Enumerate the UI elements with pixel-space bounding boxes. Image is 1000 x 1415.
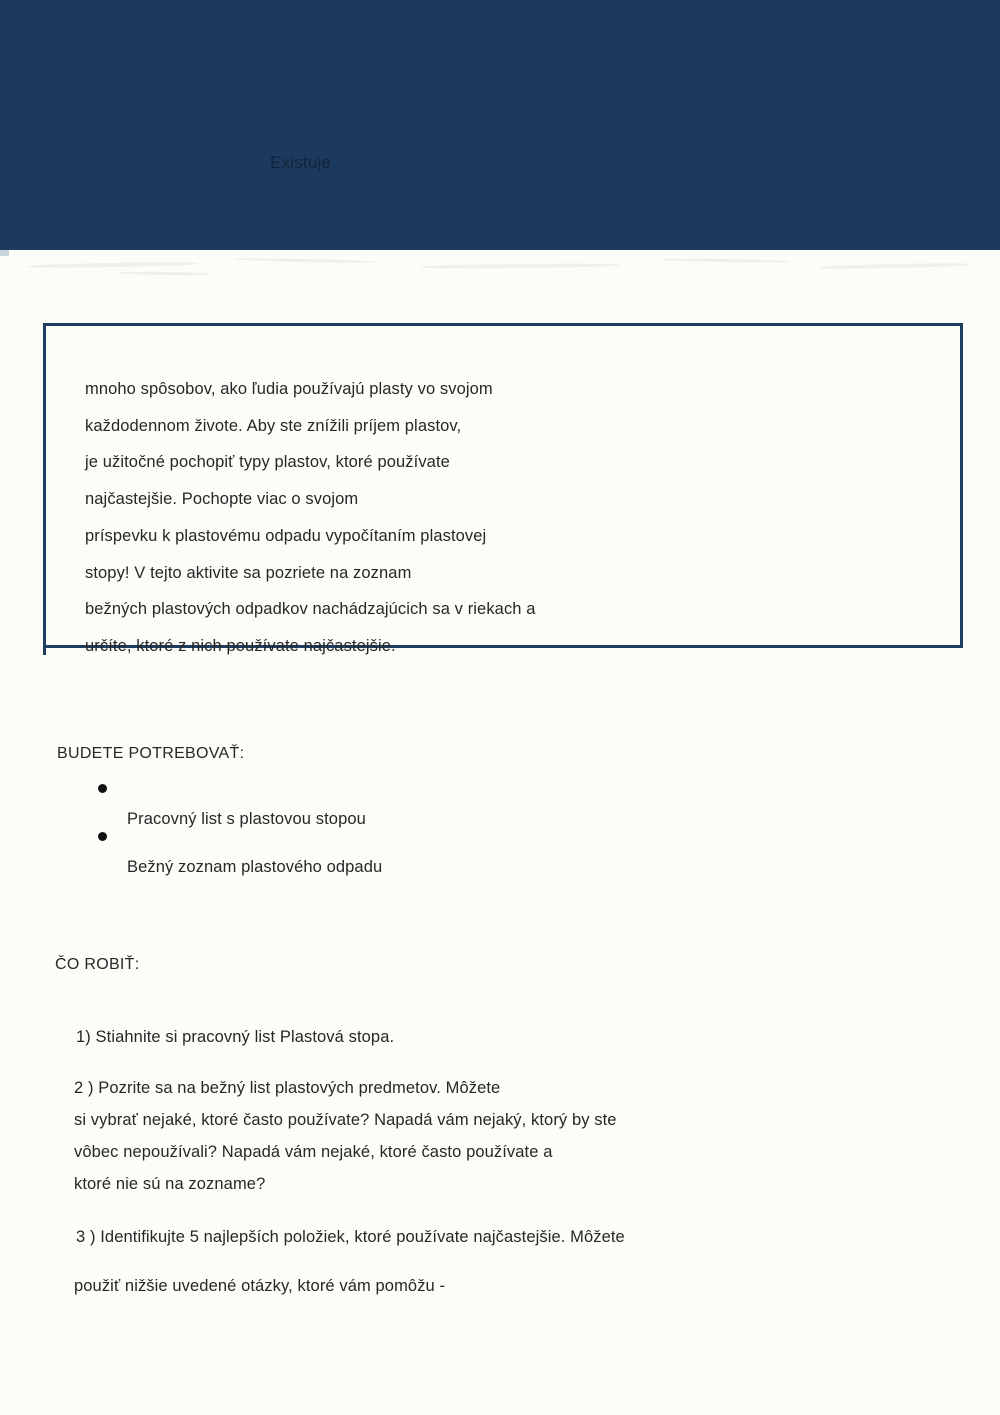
instructions-heading: ČO ROBIŤ: xyxy=(55,956,140,973)
intro-line: najčastejšie. Pochopte viac o svojom xyxy=(85,490,359,509)
intro-line: je užitočné pochopiť typy plastov, ktoré používate xyxy=(85,453,450,472)
instruction-step-2 xyxy=(74,1072,934,1200)
materials-item: Pracovný list s plastovou stopou xyxy=(127,810,366,828)
materials-item: Bežný zoznam plastového odpadu xyxy=(127,858,383,876)
step-line: ktoré nie sú na zozname? xyxy=(74,1175,266,1193)
texture-smudge xyxy=(660,258,790,263)
intro-line: stopy! V tejto aktivite sa pozriete na zoznam xyxy=(85,563,412,582)
texture-smudge xyxy=(235,258,375,264)
instruction-step-3-line-2: použiť nižšie uvedené otázky, ktoré vám pomôžu - xyxy=(74,1277,446,1295)
intro-paragraph xyxy=(85,371,925,665)
bullet-icon xyxy=(98,784,107,793)
instruction-step-1: 1) Stiahnite si pracovný list Plastová stopa. xyxy=(76,1028,395,1046)
step-line: vôbec nepoužívali? Napadá vám nejaké, ktoré často používate a xyxy=(74,1143,553,1161)
bullet-icon xyxy=(98,832,107,841)
texture-smudge xyxy=(120,271,210,275)
materials-heading: BUDETE POTREBOVAŤ: xyxy=(57,745,245,762)
texture-smudge xyxy=(28,262,198,269)
intro-line: každodennom živote. Aby ste znížili príjem plastov, xyxy=(85,416,462,435)
intro-line: bežných plastových odpadkov nachádzajúcich sa v riekach a xyxy=(85,600,536,619)
texture-smudge xyxy=(420,263,620,269)
instruction-step-3-line-1: 3 ) Identifikujte 5 najlepších položiek, ktoré používate najčastejšie. Môžete xyxy=(76,1228,625,1246)
header-band xyxy=(0,0,1000,250)
step-line: 2 ) Pozrite sa na bežný list plastových predmetov. Môžete xyxy=(74,1079,501,1097)
texture-smudge xyxy=(820,262,970,269)
intro-line: mnoho spôsobov, ako ľudia používajú plasty vo svojom xyxy=(85,380,493,398)
intro-line: určíte, ktoré z nich používate najčastejšie. xyxy=(85,636,396,655)
intro-line: príspevku k plastovému odpadu vypočítaním plastovej xyxy=(85,526,487,545)
header-label: Existuje xyxy=(270,153,332,172)
header-edge-mark xyxy=(0,250,9,256)
step-line: si vybrať nejaké, ktoré často používate? Napadá vám nejaký, ktorý by ste xyxy=(74,1111,617,1129)
